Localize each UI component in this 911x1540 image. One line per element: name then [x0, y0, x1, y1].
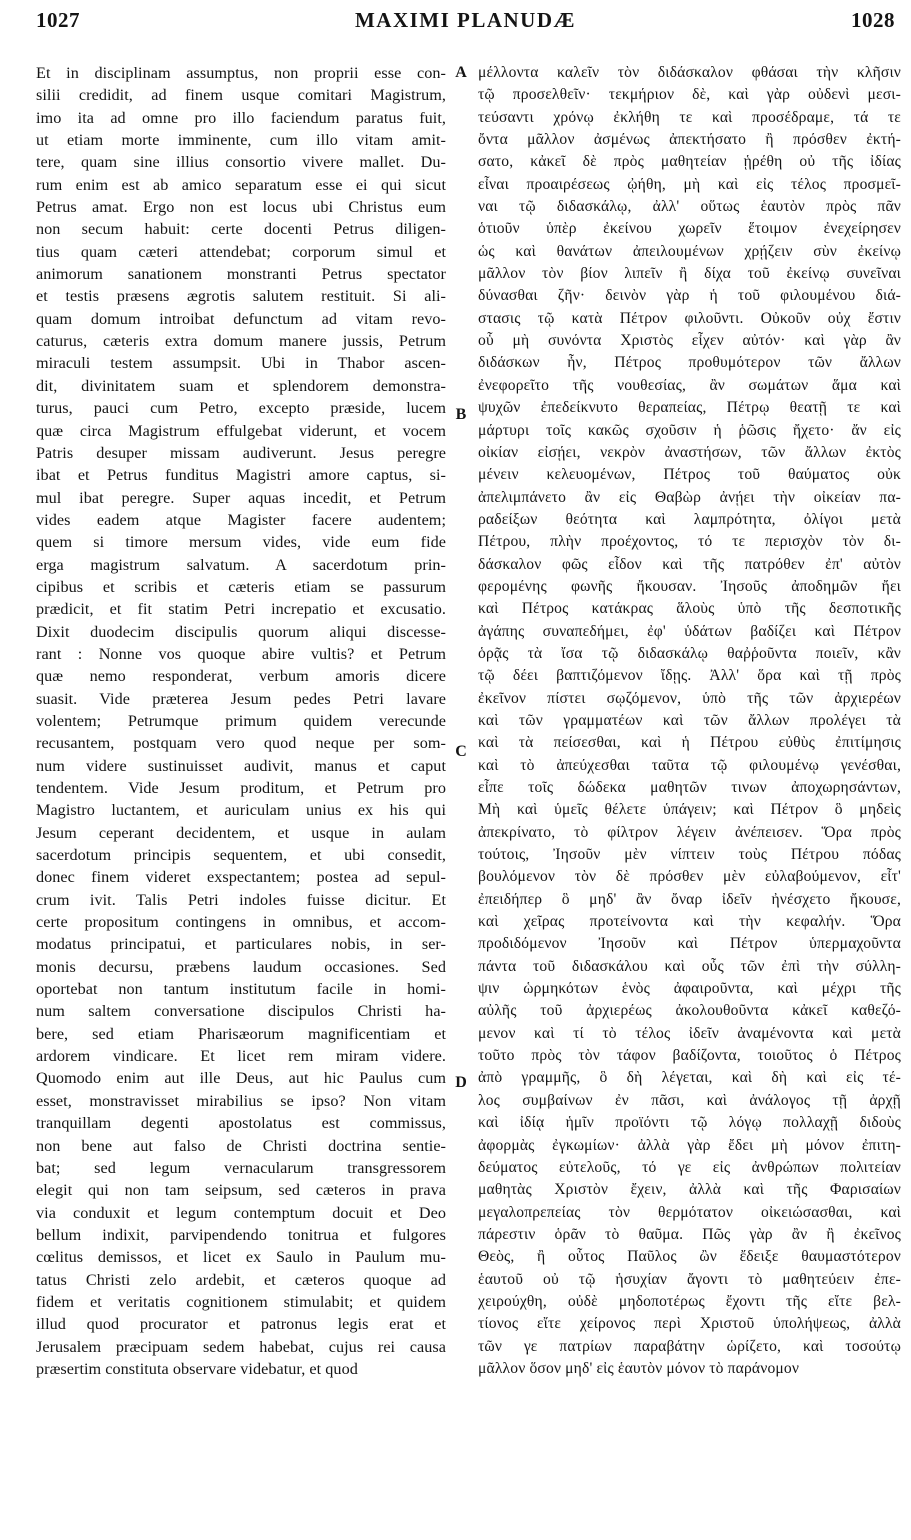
- text-line: καὶ Πέτρος κατάκρας ἅλοὺς ὑπὸ τῆς δεσποτικῆς: [478, 600, 901, 618]
- text-line: recusantem, postquam vero quod neque per som-: [36, 734, 446, 753]
- text-line: caturus, cæteris extra domum manere jussis, Petrum: [36, 332, 446, 351]
- text-line: quem si timore mersum vides, vide eum fide: [36, 533, 446, 552]
- text-line: μενον καὶ τί τὸ τέλος ἰδεῖν ἀναμένοντα καὶ μετὰ: [478, 1024, 901, 1042]
- text-line: ὡς καὶ θανάτων ἀπειλουμένων χρῄζειν σὺν ἐκείνῳ: [478, 242, 901, 260]
- text-line: χειρούχθη, οὐδὲ μηδοποτέρως ἔχοντι τῆς εἴτε βελ-: [478, 1292, 901, 1310]
- text-line: ἀπεκρίνατο, τὸ φίλτρον λέγειν ἀνέπεισεν. Ὅρα πρὸς: [478, 823, 901, 841]
- margin-letter-d: D: [455, 1074, 467, 1091]
- text-line: et testis præsens ægrotis salutem restituit. Si ali-: [36, 287, 446, 306]
- text-line: rant : Nonne vos quoque abire vultis? et Petrum: [36, 644, 446, 663]
- text-line: modatus principatui, et particulares nobis, in ser-: [36, 935, 446, 954]
- text-line: miraculi testem assumpsit. Ubi in Thabor ascen-: [36, 354, 446, 373]
- text-line: προδιδόμενον Ἰησοῦν καὶ Πέτρον ὑπερμαχοῦντα: [478, 935, 901, 953]
- text-line: μάρτυρι τοῖς κακῶς σχοῦσιν ἡ ῥῶσις ἤχετο· ἄν εἰς: [478, 421, 901, 439]
- text-line: τῶν γε πατρίων παραβάτην ὡρίζετο, καὶ τοσούτῳ: [478, 1337, 901, 1355]
- text-line: non bene aut falso de Christi doctrina sentie-: [36, 1136, 446, 1155]
- text-line: καὶ ἰδίᾳ ἡμῖν προϊόντι τῷ λόγῳ πολλαχῇ διδοὺς: [478, 1114, 901, 1132]
- text-line: τῷ προσελθεῖν· τεκμήριον δὲ, καὶ γὰρ οὐδενὶ μεσι-: [478, 86, 901, 104]
- text-line: ut etiam morte imminente, cum illo vitam amit-: [36, 131, 446, 150]
- text-line: ψυχῶν ἐπεδείκνυτο θεραπείας, Πέτρῳ θεατῇ τε καὶ: [478, 399, 901, 417]
- text-line: bellum indixit, parvipendendo tonitrua et fulgores: [36, 1225, 446, 1244]
- text-line: prædicit, et fit statim Petri increpatio et excusatio.: [36, 600, 446, 619]
- text-line: τῷ δέει βαπτιζόμενον ἴδῃς. Ἀλλ' ὅρα καὶ τῇ πρὸς: [478, 667, 901, 685]
- text-line: οὗ μὴ συνόντα Χριστὸς εἶχεν αὐτόν· καὶ γὰρ ἂν: [478, 332, 901, 350]
- text-line: num videre sustinuisset audivit, manus et caput: [36, 756, 446, 775]
- text-line: suasit. Vide præterea Jesum pedes Petri lavare: [36, 689, 446, 708]
- text-line: Dixit duodecim discipulis quorum aliqui discesse-: [36, 622, 446, 641]
- text-line: ibat et Petrus funditus Magistri amore captus, si-: [36, 466, 446, 485]
- text-line: τούτοις, Ἰησοῦν μὲν νίπτειν τοὺς Πέτρου πόδας: [478, 846, 901, 864]
- text-line: οἰκίαν εἰσῄει, νεκρὸν ἀναστήσων, τῶν ἄλλων ἐκτὸς: [478, 443, 901, 461]
- text-line: fidem et veritatis cognitionem stimulabit; et quidem: [36, 1292, 446, 1311]
- text-line: ἀπελιμπάνετο ἂν εἰς Θαβὼρ ἀνῄει τὴν οἰκείαν πα-: [478, 488, 901, 506]
- text-line: διδάσκων ἦν, Πέτρος προθυμότερον τῶν ἄλλων: [478, 354, 901, 372]
- text-line: quæ nemo responderat, verbum amoris dicere: [36, 667, 446, 686]
- text-line: ardorem vindicare. Et licet rem miram videre.: [36, 1047, 446, 1066]
- text-line: τοῦτο πρὸς τὸν τάφον βαδίζοντα, τοιοῦτος ὁ Πέτρος: [478, 1047, 901, 1065]
- text-line: bere, sed etiam Pharisæorum magnificentiam et: [36, 1024, 446, 1043]
- text-line: τεύσαντι χρόνῳ ἐκλήθη τε καὶ προσέδραμε, τά τε: [478, 108, 901, 126]
- text-line: τίονος εἴτε χείρονος περὶ Χριστοῦ ὑπολήψεως, ἀλλὰ: [478, 1315, 901, 1333]
- text-line: tatus Christi zelo ardebit, et cæteros quoque ad: [36, 1270, 446, 1289]
- text-line: sacerdotum principis sequentem, et ubi consedit,: [36, 846, 446, 865]
- text-line: εἶναι προαιρέσεως ᾠήθη, μὴ καὶ εἰς τέλος προσμεῖ-: [478, 175, 901, 193]
- text-line: μᾶλλον ὅσον μηδ' εἰς ἑαυτὸν μόνον τὸ παράνομον: [478, 1359, 800, 1377]
- margin-letter-c: C: [455, 743, 467, 760]
- text-line: λος συμβαίνων ἐν πᾶσι, καὶ ἀνάλογος τῇ ἀρχῇ: [478, 1091, 901, 1109]
- margin-letter-b: B: [455, 406, 467, 423]
- text-line: μέλλοντα καλεῖν τὸν διδάσκαλον φθάσαι τὴν κλῆσιν: [478, 64, 901, 81]
- text-line: oportebat non tantum institutum facile in homi-: [36, 980, 446, 999]
- text-line: ναι τῷ διδασκάλῳ, ἀλλ' οὕτως ἑαυτὸν πρὸς πᾶν: [478, 198, 901, 216]
- text-line: dit, divinitatem suam et splendorem demonstra-: [36, 376, 446, 395]
- text-line: tius quam cæteri attendebat; corporum simul et: [36, 242, 446, 261]
- text-line: elegit qui non tam seipsum, sed cæteros in prava: [36, 1181, 446, 1200]
- text-line: Θεὸς, ἢ οὗτος Παῦλος ὢν ἔδειξε θαυμαστότερον: [478, 1248, 901, 1266]
- text-line: πάρεστιν ὁρᾶν τὸ θαῦμα. Πῶς γὰρ ἂν ἢ ἐκεῖνος: [478, 1225, 901, 1243]
- text-line: illud quod procurator et patronus legis erat et: [36, 1315, 446, 1334]
- text-line: quam domum introibat defunctum ad vitam revo-: [36, 309, 446, 328]
- text-line: βουλόμενον τὸν δὲ πρόσθεν μὲν εὐλαβούμενον, εἶτ': [478, 868, 901, 886]
- text-line: Patris desuper missam audiverunt. Jesus peregre: [36, 443, 446, 462]
- text-line: μεγαλοπρεπείας τὸν θερμότατον οἰκειώσασθαι, καὶ: [478, 1203, 901, 1221]
- text-line: cipibus et scribis et cæteris etiam se passurum: [36, 577, 446, 596]
- text-line: mul ibat peregre. Super aquas incedit, et Petrum: [36, 488, 446, 507]
- text-line: καὶ τὰ πείσεσθαι, καὶ ἡ Πέτρου εὐθὺς ἐπιτίμησις: [478, 734, 901, 752]
- text-line: turus, pauci cum Petro, excepto præside, lucem: [36, 399, 446, 418]
- text-line: ἐκεῖνον πίστει σῳζόμενον, ὑπὸ τῆς τῶν ἀρχιερέων: [478, 689, 901, 707]
- text-line: Πέτρου, πλὴν προέχοντος, τό τε περισχὸν τὸν δι-: [478, 533, 901, 551]
- page-header: [36, 8, 895, 40]
- text-line: δύνασθαι ζῆν· δεινὸν γὰρ ἡ τοῦ φιλουμένου διά-: [478, 287, 901, 305]
- text-line: imo ita ad omne pro illo faciendum paratus fuit,: [36, 108, 446, 127]
- text-line: μαθητὰς Χριστὸν ἔχειν, ἀλλὰ καὶ τῆς Φαρισαίων: [478, 1181, 901, 1199]
- text-line: Jerusalem præcipuam sedem habebat, cujus rei causa: [36, 1337, 446, 1356]
- text-line: Et in disciplinam assumptus, non proprii esse con-: [36, 64, 446, 82]
- text-line: μᾶλλον τὸν βίον λιπεῖν ἢ δίχα τοῦ ἐκείνῳ συνεῖναι: [478, 265, 901, 283]
- text-line: certe propositum contingens in omnibus, et accom-: [36, 913, 446, 932]
- text-line: εἶπε τοῖς δώδεκα μαθητῶν τινων ἀποχωρησάντων,: [478, 779, 901, 796]
- text-line: ἀπὸ γραμμῆς, ὃ δὴ λέγεται, καὶ δὴ καὶ εἰς τέ-: [478, 1069, 901, 1087]
- text-line: esset, monstravisset mirabilius se ipso? Non vitam: [36, 1091, 446, 1110]
- text-line: ὄντα μᾶλλον ἀσμένως ἀπεκτήσατο ἢ πρόσθεν ἐκτή-: [478, 131, 901, 149]
- text-line: δεύματος εὐτελοῦς, τό γε εἰς ἀνθρώπων πολιτείαν: [478, 1158, 901, 1176]
- margin-letter-a: A: [455, 64, 467, 81]
- text-line: Quomodo enim aut ille Deus, aut hic Paulus cum: [36, 1069, 446, 1088]
- text-line: non secum habuit: certe docenti Petrus diligen-: [36, 220, 446, 239]
- text-line: δάσκαλον φῶς εἶδον καὶ τῆς πατρόθεν ἐπ' αὐτὸν: [478, 555, 901, 573]
- text-line: Petrus amat. Ergo non est locus ubi Christus eum: [36, 198, 446, 217]
- text-line: silii credidit, ad finem usque comitari Magistrum,: [36, 86, 446, 105]
- text-line: tendentem. Vide Jesum proditum, et Petrum pro: [36, 779, 446, 797]
- text-line: ἐπειδήπερ ὃ μηδ' ἂν ὄναρ ἰδεῖν ἠνέσχετο ἤκουσε,: [478, 890, 901, 908]
- text-line: πάντα τοῦ διδασκάλου καὶ οὖς τῶν ἐπὶ τὴν σύλλη-: [478, 957, 901, 975]
- text-line: καὶ χεῖρας προτείνοντα καὶ τὴν κεφαλήν. Ὅρα: [478, 913, 901, 931]
- text-line: ὁρᾷς τὰ ἴσα τῷ διδασκάλῳ θαῤῥοῦντα ποιεῖν, κἂν: [478, 644, 901, 662]
- text-line: cœlitus demissos, et licet ex Saulo in Paulum mu-: [36, 1248, 446, 1267]
- text-line: donec finem videret exspectantem; postea ad sepul-: [36, 868, 446, 887]
- text-line: ἀφορμὰς ἐγκωμίων· ἀλλὰ γὰρ ἔδει μὴ μόνον ἐπιτη-: [478, 1136, 901, 1154]
- text-line: ἀγάπης συναπεδήμει, ἐφ' ὑδάτων βαδίζει καὶ Πέτρον: [478, 622, 901, 640]
- text-line: φερομένης φωνῆς ἤκουσαν. Ἰησοῦς ἀποδημῶν ἤει: [478, 577, 901, 595]
- text-line: erga magistrum salvatum. A sacerdotum prin-: [36, 555, 446, 574]
- text-line: ὁτιοῦν ὑπὲρ ἐκείνου χωρεῖν ἕτοιμον ἐνεχείρησεν: [478, 220, 901, 238]
- text-line: ἑαυτοῦ οὐ τῷ ἡσυχίαν ἄγοντι τὸ μαθητεύειν ἐπε-: [478, 1270, 901, 1288]
- text-line: καὶ τὸ ἀπεύχεσθαι ταῦτα τῷ φιλουμένῳ γενέσθαι,: [478, 756, 901, 774]
- text-line: vides eadem atque Magister facere audentem;: [36, 510, 446, 529]
- text-line: στασις τῷ κατὰ Πέτρον φιλοῦντι. Οὐκοῦν οὐχ ἔστιν: [478, 309, 901, 327]
- text-line: Μὴ καὶ ὑμεῖς θέλετε ὑπάγειν; καὶ Πέτρον ὃ μηδεὶς: [478, 801, 901, 819]
- text-line: rum enim est ab amico separatum esse ei qui sicut: [36, 175, 446, 194]
- text-line: animorum sanationem monstranti Petrus spectator: [36, 265, 446, 284]
- text-line: σατο, κἀκεῖ δὲ πρὸς μαθητείαν ᾑρέθη οὐ τῆς ἰδίας: [478, 153, 901, 171]
- text-line: bat; sed legum vernacularum transgressorem: [36, 1158, 446, 1177]
- text-line: crum ivit. Talis Petri indoles fuisse dicitur. Et: [36, 890, 446, 909]
- page-number-right: 1028: [851, 8, 895, 32]
- page-number-left: 1027: [36, 8, 80, 32]
- text-line: μένειν κελευομένων, Πέτρος τοῦ θαύματος οὐκ: [478, 466, 901, 484]
- text-line: via conduxit et legum contemptum docuit et Deo: [36, 1203, 446, 1222]
- text-line: tranquillam degenti apostolatus est commissus,: [36, 1114, 446, 1133]
- text-line: ραδείξων θεότητα καὶ λαμπρότητα, ὀλίγοι μετὰ: [478, 510, 901, 528]
- text-line: volentem; Petrumque primum quidem verecunde: [36, 711, 446, 730]
- running-title: MAXIMI PLANUDÆ: [354, 8, 577, 32]
- text-line: αὐλῆς τοῦ ἀρχιερέως ἀκολουθοῦντα κἀκεῖ καθεζό-: [478, 1002, 901, 1020]
- text-line: præsertim constituta observare videbatur, et quod: [36, 1359, 358, 1378]
- latin-column: [36, 62, 446, 1380]
- text-line: ψιν ὡρμηκότων ἑνὸς ἀφαιροῦντα, καὶ μέχρι τῆς: [478, 980, 901, 998]
- text-line: Magistro luctantem, et auriculam unius ex his qui: [36, 801, 446, 820]
- text-line: ἐνεφορεῖτο τῆς νουθεσίας, ἂν σωμάτων ἅμα καὶ: [478, 376, 901, 394]
- text-line: quæ circa Magistrum effulgebat viderunt, et vocem: [36, 421, 446, 440]
- greek-column: [478, 62, 901, 1380]
- text-line: tere, quam sine illius consortio vivere mallet. Du-: [36, 153, 446, 172]
- text-line: num saltem conversatione discipulos Christi ha-: [36, 1002, 446, 1021]
- text-line: Jesum ceperant decidentem, et usque in aulam: [36, 823, 446, 842]
- text-line: monis decursu, præbens laudum occasiones. Sed: [36, 957, 446, 976]
- text-line: καὶ τῶν γραμματέων καὶ τῶν ἄλλων προλέγει τὰ: [478, 711, 901, 729]
